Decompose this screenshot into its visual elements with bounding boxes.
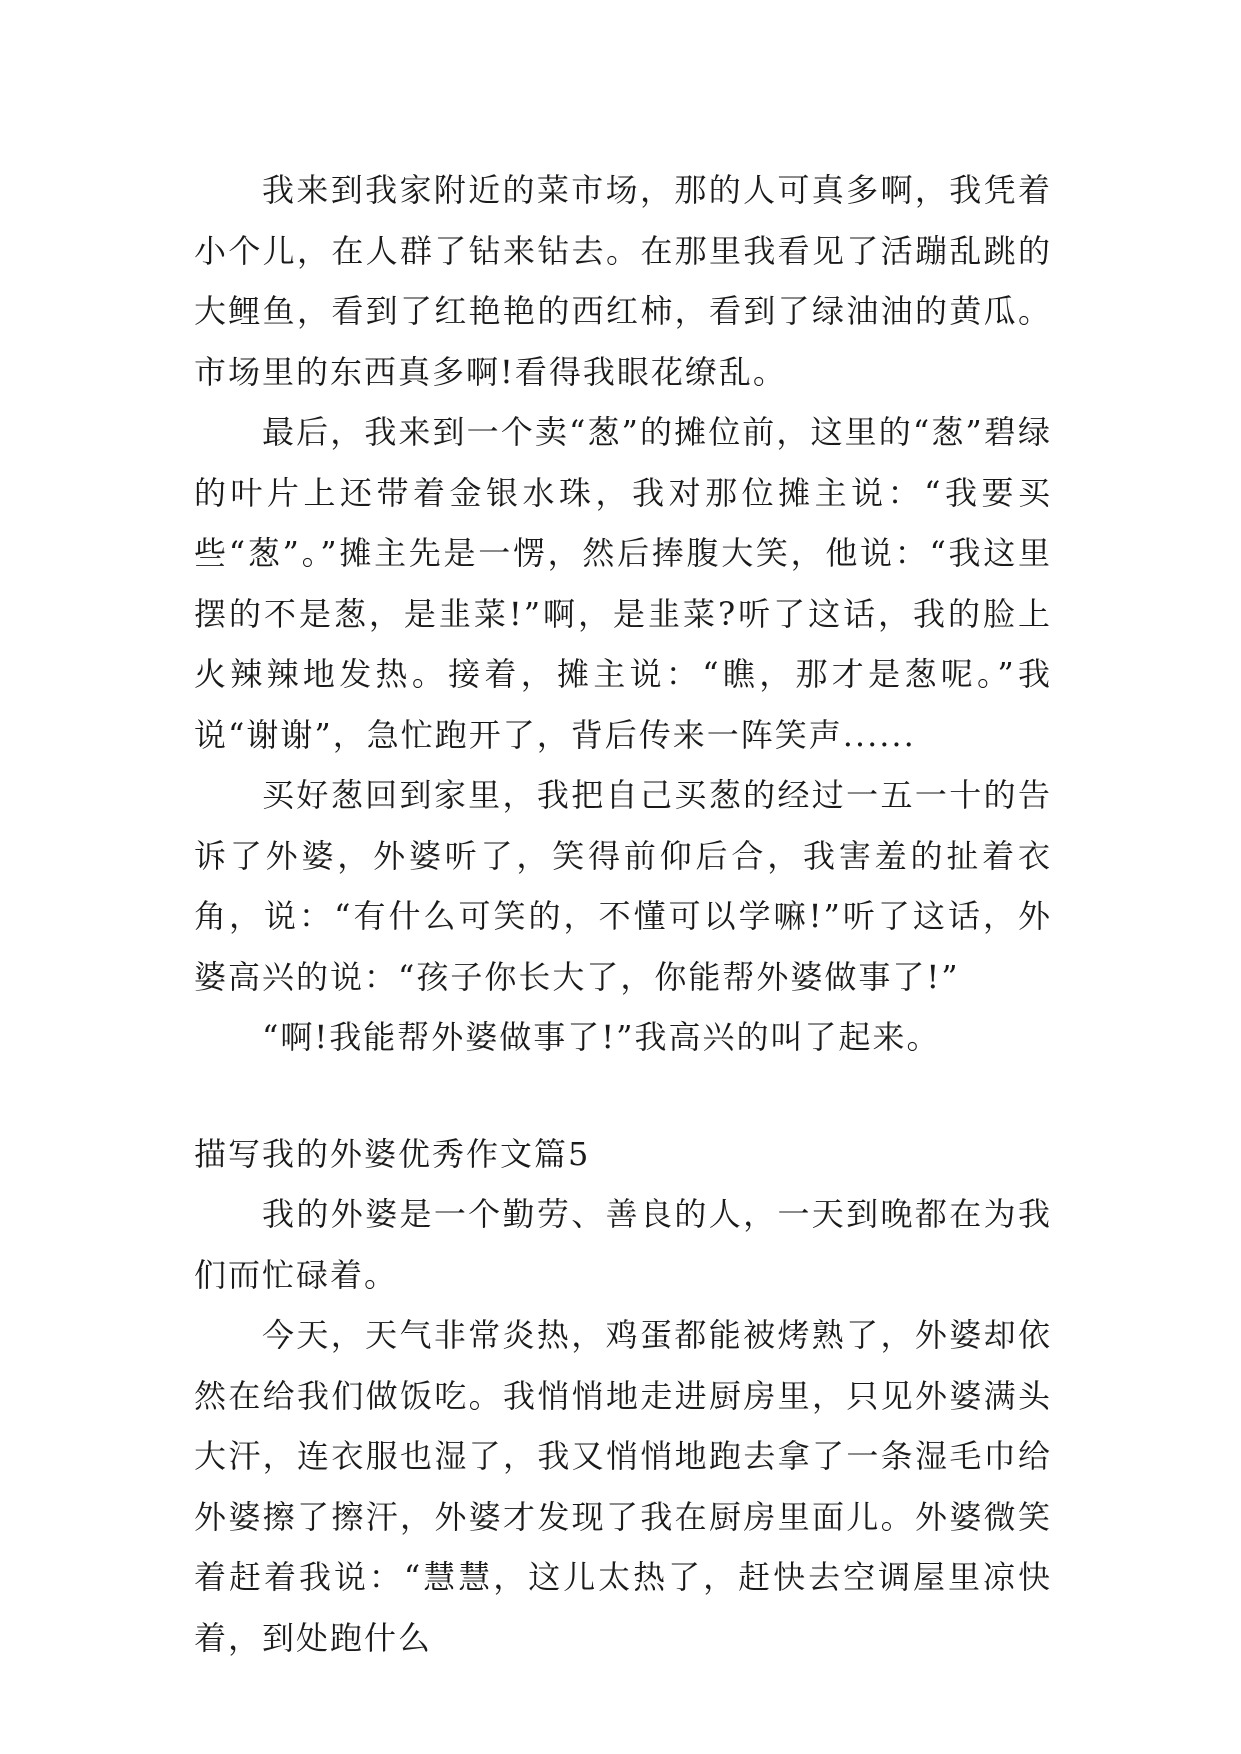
section-heading: 描写我的外婆优秀作文篇5 (194, 1134, 591, 1173)
paragraph-hot-day: 今天，天气非常炎热，鸡蛋都能被烤熟了，外婆却依然在给我们做饭吃。我悄悄地走进厨房里，只见外婆满头大汗，连衣服也湿了，我又悄悄地跑去拿了一条湿毛巾给外婆擦了擦汗，外婆才发现了我在厨房里面儿。外婆微笑着赶着我说：“慧慧，这儿太热了，赶快去空调屋里凉快着，到处跑什么 (194, 1316, 1052, 1657)
paragraph-scallion-stall: 最后，我来到一个卖“葱”的摊位前，这里的“葱”碧绿的叶片上还带着金银水珠，我对那位摊主说：“我要买些“葱”。”摊主先是一愣，然后捧腹大笑，他说：“我这里摆的不是葱，是韭菜!”啊，是韭菜?听了这话，我的脸上火辣辣地发热。接着，摊主说：“瞧，那才是葱呢。”我说“谢谢”，急忙跑开了，背后传来一阵笑声...... (194, 413, 1052, 754)
document-body (194, 160, 1052, 1668)
paragraph-back-home: 买好葱回到家里，我把自己买葱的经过一五一十的告诉了外婆，外婆听了，笑得前仰后合，我害羞的扯着衣角，说：“有什么可笑的，不懂可以学嘛!”听了这话，外婆高兴的说：“孩子你长大了，你能帮外婆做事了!” (194, 776, 1052, 996)
paragraph-exclaim: “啊!我能帮外婆做事了!”我高兴的叫了起来。 (262, 1018, 941, 1056)
paragraph-market: 我来到我家附近的菜市场，那的人可真多啊，我凭着小个儿，在人群了钻来钻去。在那里我看见了活蹦乱跳的大鲤鱼，看到了红艳艳的西红柿，看到了绿油油的黄瓜。市场里的东西真多啊!看得我眼花缭乱。 (194, 171, 1052, 391)
paragraph-grandma-intro: 我的外婆是一个勤劳、善良的人，一天到晚都在为我们而忙碌着。 (194, 1195, 1052, 1294)
